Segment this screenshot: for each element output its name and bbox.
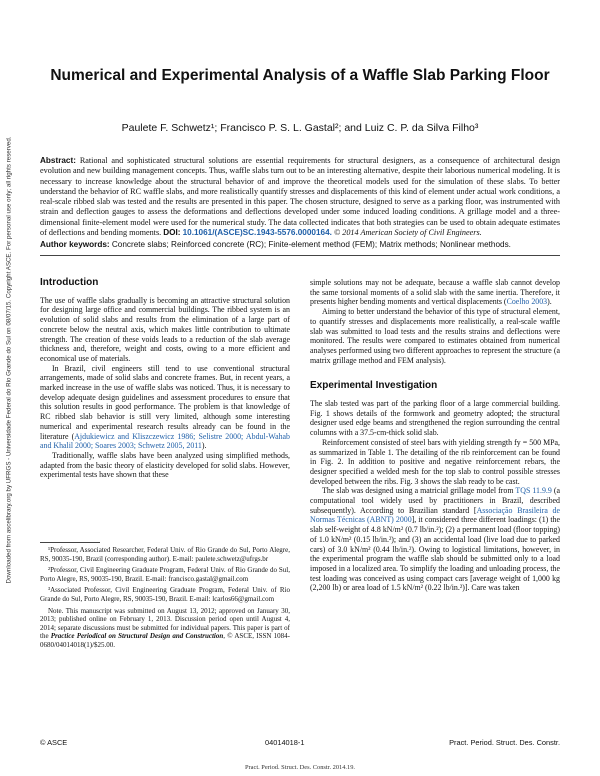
text-span: ], it considered three different loadings: (1) the slab self-weight of 4.8 kN/m² (0.7 lb/in.²); (2) a permanent load (floor topping) of 1.0 kN/m² (0.15 lb/in.²); and (3) an accidental load (live load due to parked cars) of 3.0 kN/m² (0.44 lb/in.²). Owing to logistical limitations, however, in the experimental program the waffle slab should be submitted only to a load imposed in a localized area. To simplify the loading and unloading process, the test loading was conceived as using compact cars [average weight of 1,000 kg (2,200 lb) or area load of 1.5 kN/m² (0.22 lb/in.²)]. Care was taken <box>310 515 560 593</box>
text-span: ). <box>547 297 552 307</box>
page-number: 04014018-1 <box>265 738 305 747</box>
text-span: Note. This manuscript was submitted on August 13, 2012; approved on January 30, 2013; published online on February 1, 2013. Discussion period open until August 4, 2014; separate discussions must be submitted for individual papers. This paper is part of the <box>40 606 290 641</box>
footnotes <box>40 546 290 653</box>
keywords-text: Concrete slabs; Reinforced concrete (RC); Finite-element method (FEM); Matrix methods; Nonlinear methods. <box>111 240 511 249</box>
submission-note <box>40 607 290 650</box>
text-span: simple solutions may not be adequate, because a waffle slab cannot develop the same torsional moments of a solid slab with the same inertia. Therefore, it presents higher bending moments and vertical displacements ( <box>310 278 560 307</box>
text-span: , © ASCE, ISSN 1084-0680/04014018(1)/$25.00. <box>40 632 290 649</box>
body-paragraph <box>310 486 560 593</box>
paper-title: Numerical and Experimental Analysis of a Waffle Slab Parking Floor <box>50 67 550 84</box>
experimental-heading: Experimental Investigation <box>310 380 438 392</box>
abstract <box>40 156 560 238</box>
keywords <box>40 240 560 249</box>
text-span: ). <box>201 441 207 451</box>
footnote: ¹Professor, Associated Researcher, Federal Univ. of Rio Grande do Sul, Porto Alegre, RS, 90035-190, Brazil (corresponding author). E-mail: paulete.schwetz@ufrgs.br <box>40 546 290 563</box>
divider <box>40 255 560 256</box>
author-list: Paulete F. Schwetz¹; Francisco P. S. L. Gastal²; and Luiz C. P. da Silva Filho³ <box>121 122 479 134</box>
citation-link[interactable]: TQS 11.9.9 <box>515 486 552 496</box>
citation-link[interactable]: Coelho 2003 <box>506 297 548 307</box>
doi-label: DOI: <box>163 228 181 238</box>
text-span: The slab was designed using a matricial grillage model from <box>322 486 516 496</box>
footer-citation: Pract. Period. Struct. Des. Constr. 2014.19. <box>244 764 356 771</box>
intro-heading: Introduction <box>40 277 99 288</box>
intro-paragraph: The use of waffle slabs gradually is becoming an attractive structural solution for designing large office and commercial buildings. The ribbed system is an evolution of solid slabs and results from the elimination of a large part of concrete below the neutral axis, which makes little contribution to ultimate strength. The creation of these voids leads to a reduction of the slab average thickness and, therefore, weight and costs, owing to a more efficient and economical use of materials. <box>40 295 290 363</box>
body-paragraph: Aiming to better understand the behavior of this type of structural element, to quantify stresses and displacements more realistically, a real-scale waffle slab was submitted to load tests and the results strains and deflections were monitored. The results were compared to estimates obtained from numerical analyses performed using two different approaches to represent the structure (a matrix grillage method and FEM analysis). <box>310 307 560 365</box>
download-sidebar-note <box>2 120 16 600</box>
left-column <box>40 278 290 480</box>
sidebar-note-text: Downloaded from ascelibrary.org by UFRGS - Universidade Federal do Rio Grande do Sul on 08/07/15. Copyright ASCE. For personal use only; all rights reserved. <box>5 136 13 584</box>
body-paragraph: Reinforcement consisted of steel bars with yielding strength fy = 500 MPa, as summarized in Table 1. The detailing of the rib reinforcement can be found in Fig. 2. In addition to positive and negative reinforcement rebars, the designer specified a welded mesh for the top slab to control possible stresses developed between the ribs. Fig. 3 shows the slab ready to be cast. <box>310 437 560 486</box>
footnote: ³Associated Professor, Civil Engineering Graduate Program, Federal Univ. of Rio Grande do Sul, Porto Alegre, RS, 90035-190, Brazil. E-mail: lcarlos66@gmail.com <box>40 586 290 603</box>
text-span: (a computational tool widely used by practitioners in Brazil, described subsequently). According to Brazilian standard [ <box>310 486 560 515</box>
abstract-text: Rational and sophisticated structural solutions are essential requirements for structural designers, as a consequence of architectural design evolution and new building management concepts. Thus, waffle slabs turn out to be an interesting alternative, despite their laborious numerical modeling. It is necessary to increase knowledge about the structural behavior of and improve the theoretical models used for the simulation of these slabs. To better understand the behavior of RC waffle slabs, and more realistically quantify stresses and displacements of this kind of element under actual work conditions, a real-scale ribbed slab was tested and the results are presented in this paper. The chosen structure, designed to serve as a parking floor, was instrumented with strain and deflection gauges to assess the deformations and deflections developed under some induced loading conditions. A grillage model and a three-dimensional finite-element model were used for the numerical study. The data collected indicates that both strategies can be used to obtain adequate estimates of deflections and bending moments. <box>40 156 560 238</box>
footnote: ²Professor, Civil Engineering Graduate Program, Federal Univ. of Rio Grande do Sul, Porto Alegre, RS, 90035-190, Brazil. E-mail: francisco.gastal@gmail.com <box>40 566 290 583</box>
journal-name: Practice Periodical on Structural Design and Construction <box>50 632 224 641</box>
copyright-notice: © 2014 American Society of Civil Engineers. <box>333 228 482 238</box>
footer-journal: Pract. Period. Struct. Des. Constr. <box>449 738 560 747</box>
footnote-rule <box>40 542 100 543</box>
intro-paragraph: Traditionally, waffle slabs have been analyzed using simplified methods, adapted from the basic theory of elasticity developed for solid slabs. However, experimental tests have shown that these <box>40 450 290 480</box>
doi-link[interactable]: 10.1061/(ASCE)SC.1943-5576.0000164. <box>182 228 332 238</box>
intro-paragraph <box>40 364 290 451</box>
right-column <box>310 278 560 593</box>
citation-link[interactable]: Associação Brasileira de Normas Técnicas (ABNT) 2000 <box>310 505 561 525</box>
text-span: In Brazil, civil engineers still tend to use conventional structural arrangements, made of solid slabs and concrete frames. But, in recent years, a marked increase in the use of waffle slabs was noticed. Thus, it is necessary to develop adequate design guidelines and assessment procedures to ensure that this solution results in good performance. The problem is that knowledge of RC ribbed slab behavior is still very limited, although some interesting numerical and experimental research results already can be found in the literature ( <box>40 363 290 441</box>
abstract-label: Abstract: <box>40 156 76 165</box>
body-paragraph <box>310 278 560 307</box>
keywords-label: Author keywords: <box>40 240 110 249</box>
footer-left: © ASCE <box>40 738 68 747</box>
citation-links[interactable]: Ajdukiewicz and Kliszczewicz 1986; Selistre 2000; Abdul-Wahab and Khalil 2000; Soares 2003; Schwetz 2005, 2011 <box>40 431 290 451</box>
body-paragraph: The slab tested was part of the parking floor of a large commercial building. Fig. 1 shows details of the formwork and geometry adopted; the structural designer used edge beams and strengthened the region surrounding the central columns with a 37.5-cm-thick solid slab. <box>310 399 560 438</box>
